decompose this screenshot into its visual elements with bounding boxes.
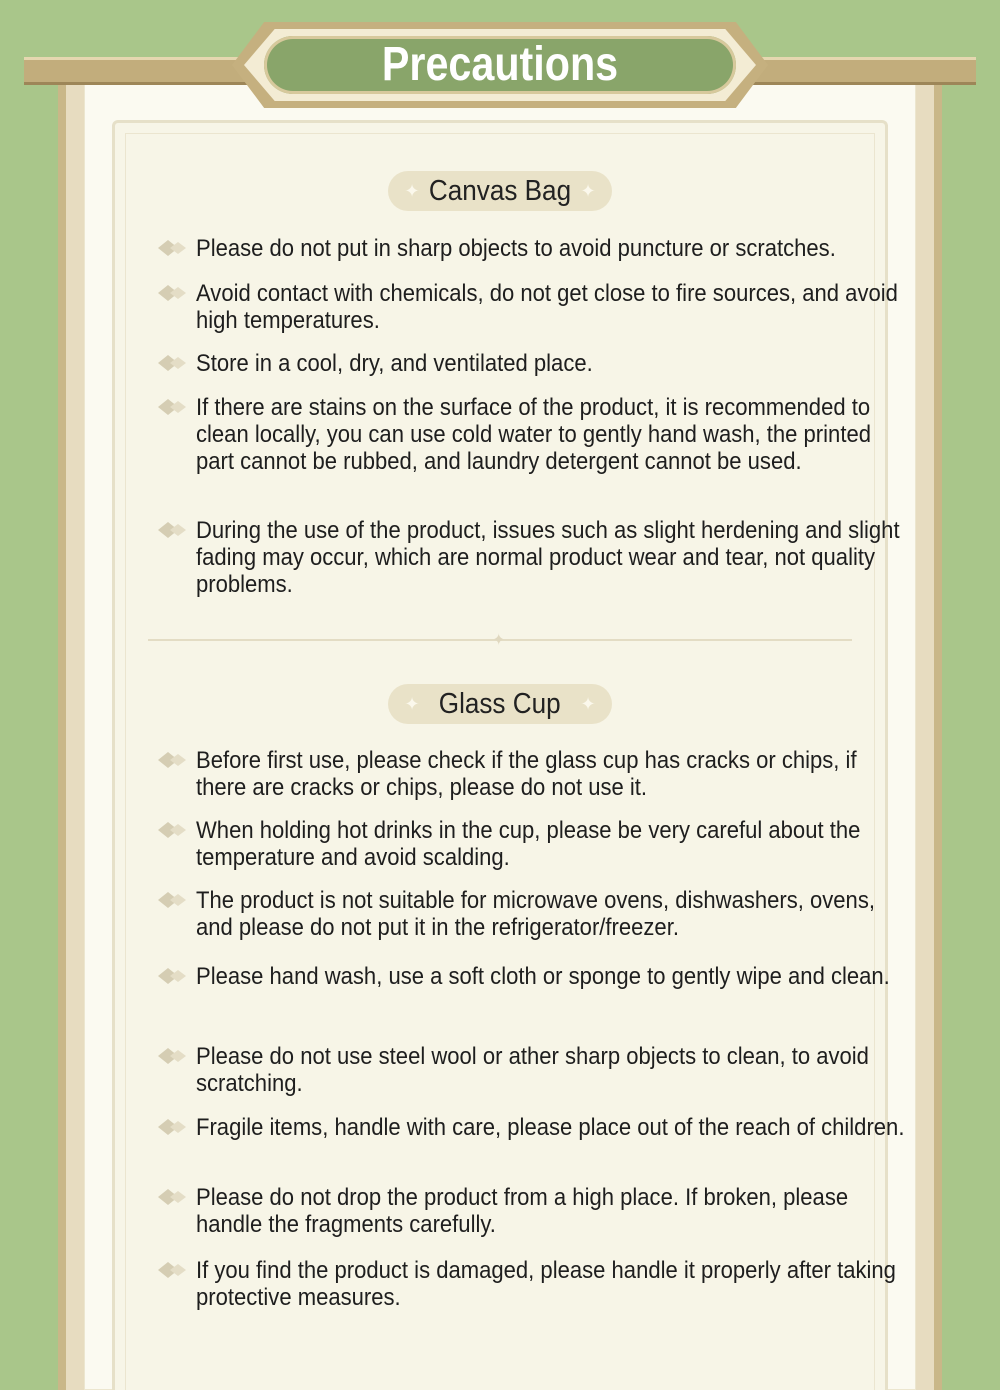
diamond-bullet-icon — [156, 819, 190, 841]
diamond-bullet-icon — [156, 1259, 190, 1281]
diamond-bullet-icon — [156, 352, 190, 374]
sparkle-icon: ✦ — [580, 694, 596, 714]
diamond-bullet-icon — [156, 237, 190, 259]
diamond-bullet-icon — [156, 1116, 190, 1138]
diamond-bullet-icon — [156, 396, 190, 418]
diamond-bullet-icon — [156, 1186, 190, 1208]
page-title: Precautions — [381, 38, 619, 91]
diamond-bullet-icon — [156, 889, 190, 911]
sparkle-icon: ✦ — [404, 181, 420, 201]
sparkle-icon: ✦ — [580, 181, 596, 201]
diamond-bullet-icon — [156, 282, 190, 304]
sparkle-icon: ✦ — [404, 694, 420, 714]
section-heading-glass-cup: ✦ Glass Cup ✦ — [388, 684, 612, 724]
diamond-bullet-icon — [156, 519, 190, 541]
diamond-bullet-icon — [156, 965, 190, 987]
section-heading-canvas-bag: ✦ Canvas Bag ✦ — [388, 171, 612, 211]
diamond-bullet-icon — [156, 1045, 190, 1067]
sparkle-icon: ✦ — [492, 632, 506, 649]
diamond-bullet-icon — [156, 749, 190, 771]
